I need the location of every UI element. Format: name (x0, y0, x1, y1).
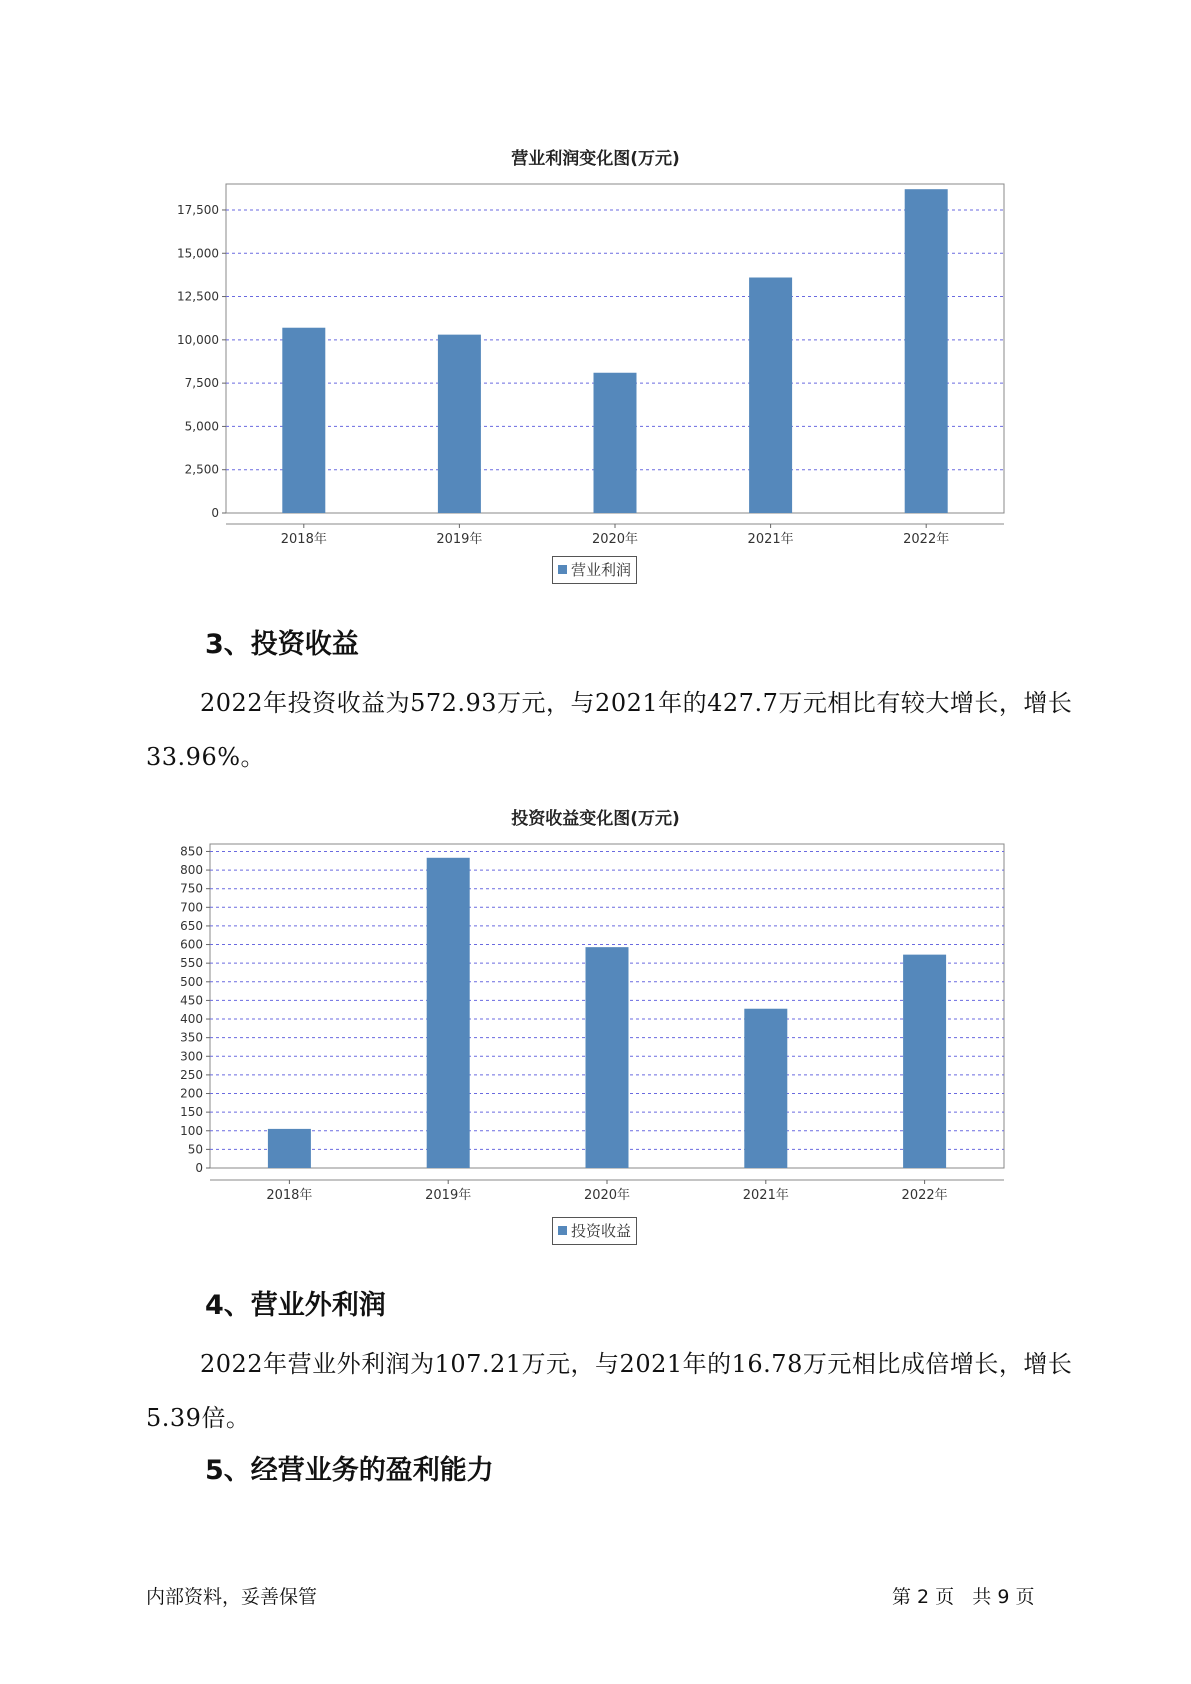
section3-paragraph: 2022年投资收益为572.93万元，与2021年的427.7万元相比有较大增长，增长33.96%。 (146, 689, 1073, 771)
x-tick-label: 2020年 (591, 532, 639, 547)
y-tick-label: 850 (180, 844, 203, 859)
x-tick-label: 2018年 (280, 532, 327, 547)
y-tick-label: 350 (180, 1030, 203, 1045)
x-tick-label: 2022年 (901, 1188, 948, 1203)
chart-title-investment-income: 投资收益变化图(万元) (511, 809, 680, 829)
y-tick-label: 0 (211, 506, 219, 520)
y-tick-label: 750 (180, 881, 203, 896)
y-tick-label: 10,000 (177, 332, 219, 347)
y-tick-label: 700 (180, 900, 203, 915)
y-tick-label: 2,500 (184, 462, 219, 477)
legend-label: 营业利润 (571, 561, 632, 579)
y-tick-label: 12,500 (177, 289, 219, 304)
bar (744, 1009, 787, 1168)
bar (905, 189, 948, 513)
x-tick-label: 2022年 (903, 532, 950, 547)
bar (903, 955, 946, 1168)
y-tick-label: 400 (180, 1012, 203, 1027)
y-tick-label: 550 (180, 956, 203, 971)
chart2-legend (552, 1217, 637, 1245)
legend-swatch (558, 1226, 567, 1235)
y-tick-label: 0 (195, 1161, 203, 1175)
bar (586, 947, 629, 1168)
bar (427, 858, 470, 1168)
y-tick-label: 500 (180, 974, 203, 989)
y-tick-label: 200 (180, 1086, 203, 1101)
operating-profit-chart (0, 180, 1191, 550)
y-tick-label: 15,000 (177, 246, 219, 261)
y-tick-label: 50 (187, 1142, 203, 1157)
investment-income-chart (0, 840, 1191, 1210)
y-tick-label: 5,000 (184, 419, 219, 434)
bar (749, 278, 792, 513)
bar (438, 335, 481, 513)
legend-swatch (558, 565, 567, 574)
y-tick-label: 17,500 (177, 202, 219, 217)
section5-heading: 5、经营业务的盈利能力 (205, 1455, 494, 1486)
y-tick-label: 300 (180, 1049, 203, 1064)
x-tick-label: 2020年 (583, 1188, 631, 1203)
x-tick-label: 2018年 (266, 1188, 313, 1203)
footer-confidential-note: 内部资料，妥善保管 (146, 1586, 318, 1608)
section4-heading: 4、营业外利润 (205, 1290, 386, 1321)
bar (282, 328, 325, 513)
y-tick-label: 450 (180, 993, 203, 1008)
x-tick-label: 2021年 (747, 532, 794, 547)
y-tick-label: 800 (180, 863, 203, 878)
y-tick-label: 600 (180, 937, 203, 952)
y-tick-label: 100 (180, 1123, 203, 1138)
y-tick-label: 150 (180, 1105, 203, 1120)
section3-heading: 3、投资收益 (205, 629, 359, 660)
bar (268, 1129, 311, 1168)
bar (594, 373, 637, 513)
x-tick-label: 2019年 (425, 1188, 472, 1203)
footer-page-number: 第 2 页 共 9 页 (892, 1586, 1035, 1608)
y-tick-label: 250 (180, 1067, 203, 1082)
section4-paragraph: 2022年营业外利润为107.21万元，与2021年的16.78万元相比成倍增长，增长5.39倍。 (146, 1350, 1073, 1432)
y-tick-label: 7,500 (184, 376, 219, 391)
x-tick-label: 2021年 (742, 1188, 789, 1203)
chart1-legend (552, 556, 637, 584)
chart-title-operating-profit: 营业利润变化图(万元) (511, 149, 680, 169)
x-tick-label: 2019年 (436, 532, 483, 547)
legend-label: 投资收益 (571, 1222, 632, 1240)
y-tick-label: 650 (180, 918, 203, 933)
